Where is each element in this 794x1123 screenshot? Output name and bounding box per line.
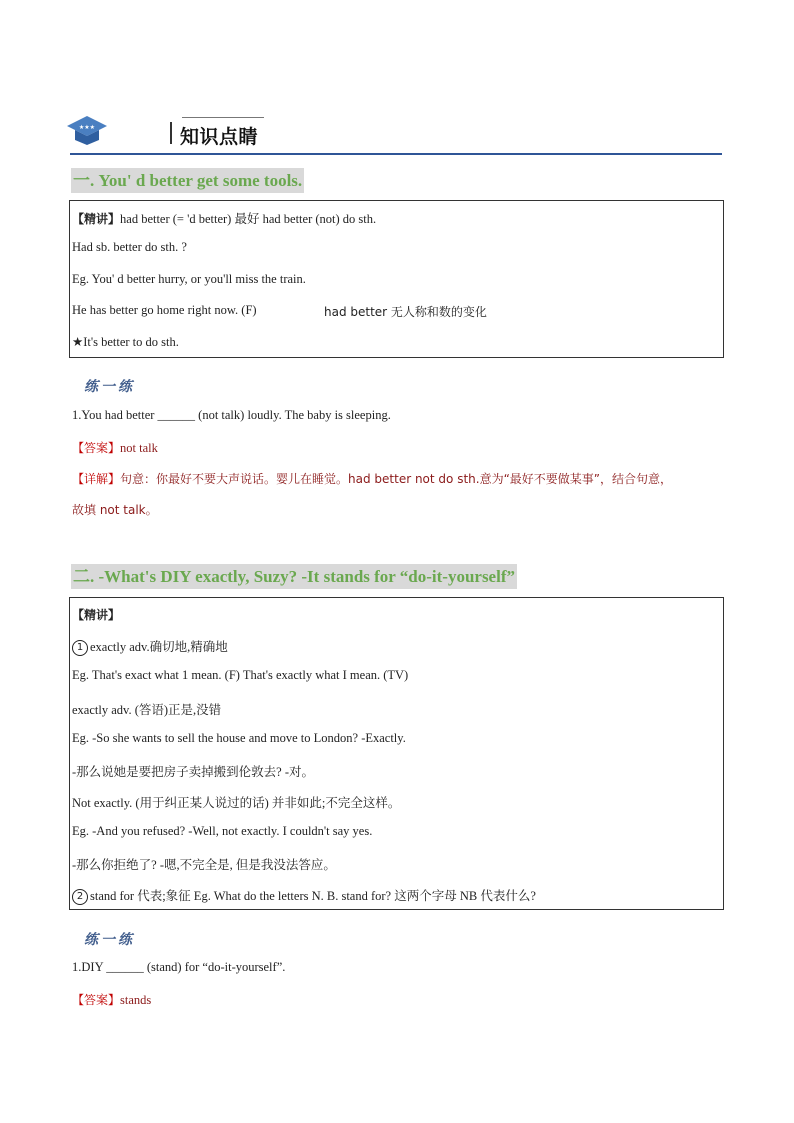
explain-line: Eg. -So she wants to sell the house and move to London? -Exactly.	[72, 731, 406, 745]
explain-line: ★It's better to do sth.	[72, 335, 179, 349]
graduation-cap-icon	[66, 114, 108, 146]
answer-tag: 【答案】	[72, 441, 121, 455]
explain-line: -那么你拒绝了? -嗯,不完全是, 但是我没法答应。	[72, 858, 336, 872]
detail-tag: 【详解】	[72, 472, 121, 486]
answer-line	[72, 991, 151, 1008]
explain-line: He has better go home right now. (F)	[72, 303, 257, 317]
explain-line: Not exactly. (用于纠正某人说过的话) 并非如此;不完全这样。	[72, 796, 401, 810]
detail-line: 故填 not talk。	[72, 503, 158, 517]
practice-label: 练一练	[84, 379, 135, 395]
number-badge: 1	[72, 640, 88, 656]
practice-label: 练一练	[84, 932, 135, 948]
explain-line: Eg. You' d better hurry, or you'll miss the train.	[72, 272, 306, 286]
answer-value: stands	[120, 993, 152, 1007]
explain-line: 1 exactly adv.确切地,精确地	[72, 637, 228, 656]
answer-tag: 【答案】	[72, 993, 121, 1007]
answer-line	[72, 439, 158, 456]
explain-line: 2 stand for 代表;象征 Eg. What do the letters N. B. stand for? 这两个字母 NB 代表什么?	[72, 886, 536, 905]
question: 1.DIY ______ (stand) for “do-it-yourself”.	[72, 960, 286, 974]
svg-text:★★★: ★★★	[78, 124, 96, 131]
explain-note: had better 无人称和数的变化	[324, 305, 487, 319]
explain-tag: 【精讲】	[72, 608, 121, 622]
section-2-title: 二. -What's DIY exactly, Suzy? -It stands for “do-it-yourself”	[71, 564, 517, 589]
section-header	[66, 112, 722, 156]
header-divider	[170, 122, 172, 144]
explain-line: exactly adv. (答语)正是,没错	[72, 703, 222, 717]
section-1-title: 一. You' d better get some tools.	[71, 168, 304, 193]
explain-tag: 【精讲】	[72, 212, 121, 226]
explain-line: -那么说她是要把房子卖掉搬到伦敦去? -对。	[72, 765, 314, 779]
explain-line: Had sb. better do sth. ?	[72, 240, 187, 254]
number-badge: 2	[72, 889, 88, 905]
question: 1.You had better ______ (not talk) loudly. The baby is sleeping.	[72, 408, 391, 422]
answer-value: not talk	[120, 441, 158, 455]
explain-line: 【精讲】had better (= 'd better) 最好 had better (not) do sth.	[72, 212, 377, 226]
explain-line: Eg. That's exact what 1 mean. (F) That's exactly what I mean. (TV)	[72, 668, 409, 682]
explain-line	[72, 606, 120, 623]
explain-line: Eg. -And you refused? -Well, not exactly. I couldn't say yes.	[72, 824, 373, 838]
header-overline	[182, 117, 264, 118]
page-title: 知识点睛	[180, 126, 259, 148]
detail-line: 【详解】句意：你最好不要大声说话。婴儿在睡觉。had better not do sth.意为“最好不要做某事”，结合句意，	[72, 472, 673, 486]
header-rule	[70, 153, 722, 155]
